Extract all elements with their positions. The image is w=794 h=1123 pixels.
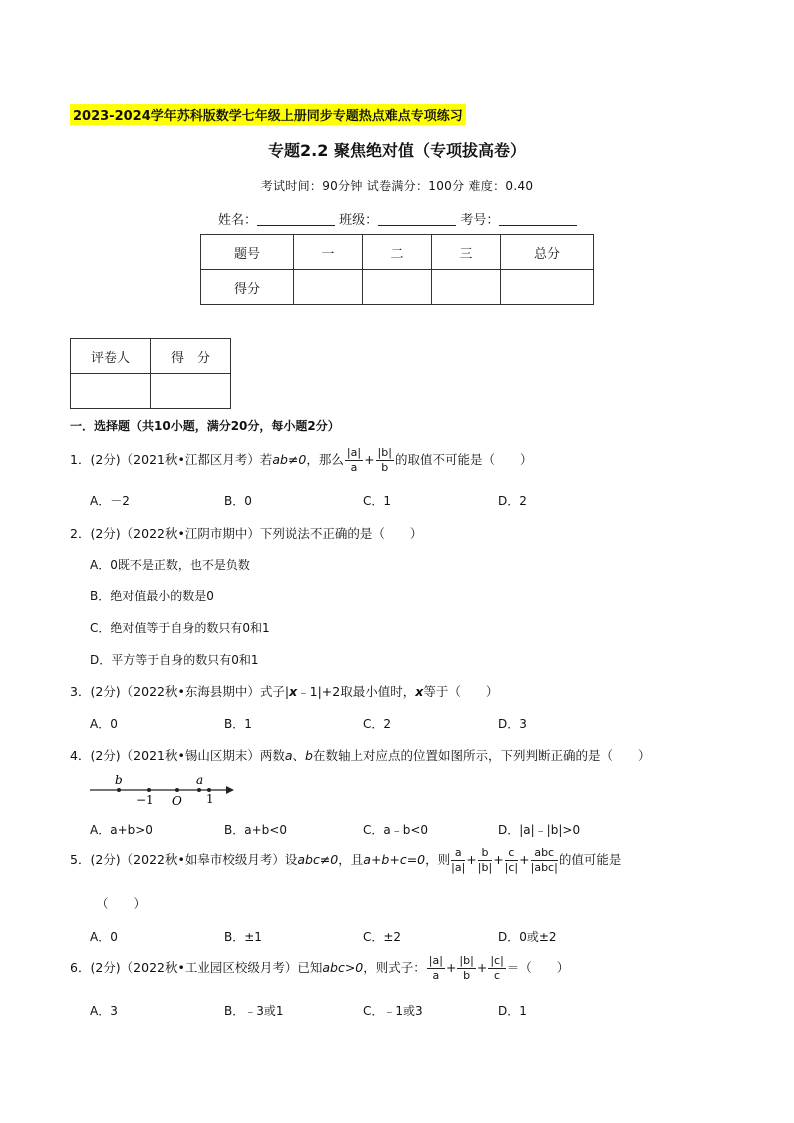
label-a: a: [196, 773, 204, 787]
q1-condition: ab≠0: [272, 452, 307, 467]
q5-cond1: abc≠0: [297, 852, 339, 867]
q3-mid: ﹣1|+2取最小值时，: [297, 684, 416, 699]
label-one: 1: [206, 792, 214, 806]
score-cell[interactable]: [501, 270, 594, 305]
grade-cell[interactable]: [151, 374, 231, 409]
q3-option-b[interactable]: B．1: [224, 717, 252, 731]
q6-prefix: 6．(2分)（2022秋•工业园区校级月考）已知: [70, 960, 323, 975]
q1-option-a[interactable]: A．－2: [90, 494, 130, 508]
label-b: b: [115, 773, 123, 787]
q4-option-b[interactable]: B．a+b<0: [224, 823, 287, 837]
class-blank[interactable]: [378, 213, 456, 226]
q3-var2: x: [415, 684, 424, 699]
question-4: [70, 746, 651, 764]
q1-option-c[interactable]: C．1: [363, 494, 392, 508]
q3-prefix: 3．(2分)（2022秋•东海县期中）式子|: [70, 684, 290, 699]
q4-b: b: [305, 748, 313, 763]
arrow-icon: [226, 786, 234, 794]
number-blank[interactable]: [499, 213, 577, 226]
score-cell[interactable]: [294, 270, 363, 305]
q1-option-b[interactable]: B．0: [224, 494, 252, 508]
exam-meta: 考试时间：90分钟 试卷满分：100分 难度：0.40: [260, 179, 534, 193]
series-banner: 2023-2024学年苏科版数学七年级上册同步专题热点难点专项练习: [70, 104, 466, 125]
label-minus1: −1: [136, 793, 154, 807]
q5-cond2: a+b+c=0: [363, 852, 426, 867]
q3-option-c[interactable]: C．2: [363, 717, 392, 731]
label-zero: O: [172, 794, 182, 808]
question-5: 5．(2分)（2022秋•如皋市校级月考）设abc≠0，且a+b+c=0，则 $\frac{a}{|a|}$ + $\frac{b}{|b|}$ + $\frac{c}{|c|}$ + $\frac{\text{abc}}{\text{|abc|}}$ 的值可能是: [70, 846, 622, 874]
q1-prefix: 1．(2分)（2021秋•江都区月考）若: [70, 452, 273, 467]
q5-mid: ，且: [338, 852, 364, 867]
q4-sep: 、: [292, 748, 306, 763]
grader-label: 评卷人: [71, 339, 151, 374]
q4-option-a[interactable]: A．a+b>0: [90, 823, 153, 837]
q4-suffix: 在数轴上对应点的位置如图所示，下列判断正确的是（ ）: [312, 748, 651, 763]
q5-option-d[interactable]: D．0或±2: [498, 930, 557, 944]
q1-mid: ，那么: [306, 452, 344, 467]
q1-plus: +: [364, 452, 375, 467]
q5-option-c[interactable]: C．±2: [363, 930, 402, 944]
q6-option-a[interactable]: A．3: [90, 1004, 118, 1018]
q6-option-d[interactable]: D．1: [498, 1004, 527, 1018]
grade-label: 得 分: [151, 339, 231, 374]
point-a: [197, 788, 201, 792]
student-fields: [218, 209, 577, 228]
point-minus1: [147, 788, 151, 792]
question-1: [70, 446, 532, 475]
number-line-diagram: [88, 770, 238, 808]
q1-fraction-a: $\frac{|a|}{a}$: [346, 446, 362, 474]
q3-option-d[interactable]: D．3: [498, 717, 527, 731]
q1-option-d[interactable]: D．2: [498, 494, 527, 508]
q4-a: a: [284, 748, 293, 763]
header-part3: 三: [432, 235, 501, 270]
q5-prefix: 5．(2分)（2022秋•如皋市校级月考）设: [70, 852, 298, 867]
name-label: 姓名：: [218, 213, 258, 228]
q3-suffix: 等于（ ）: [423, 684, 499, 699]
grader-table: [70, 338, 231, 409]
q5-fraction-c: $\frac{c}{|c|}$: [504, 846, 519, 874]
q2-option-a[interactable]: A．0既不是正数，也不是负数: [90, 558, 250, 572]
number-label: 考号：: [460, 213, 500, 228]
question-2: 2．(2分)（2022秋•江阴市期中）下列说法不正确的是（ ）: [70, 526, 423, 541]
score-table: [200, 234, 594, 305]
q5-option-b[interactable]: B．±1: [224, 930, 262, 944]
q2-option-b[interactable]: B．绝对值最小的数是0: [90, 589, 214, 603]
q1-suffix: 的取值不可能是（ ）: [394, 452, 533, 467]
q6-fraction-a: $\frac{|a|}{a}$: [428, 954, 443, 982]
question-3: [70, 682, 498, 700]
header-part1: 一: [294, 235, 363, 270]
page-title: 专题2.2 聚焦绝对值（专项拔高卷）: [268, 141, 526, 160]
q6-suffix: ＝（ ）: [506, 960, 570, 975]
q2-option-c[interactable]: C．绝对值等于自身的数只有0和1: [90, 621, 270, 635]
q6-option-b[interactable]: B．﹣3或1: [224, 1004, 284, 1018]
q1-fraction-b: $\frac{|b|}{b}$: [377, 446, 392, 474]
score-cell[interactable]: [363, 270, 432, 305]
q5-fraction-b: $\frac{b}{|b|}$: [477, 846, 493, 874]
q5-answer-paren: （ ）: [96, 896, 147, 911]
q3-option-a[interactable]: A．0: [90, 717, 118, 731]
score-header-row: [201, 235, 594, 270]
q6-mid: ，则式子：: [363, 960, 426, 975]
q5-suffix: 的值可能是: [558, 852, 622, 867]
class-label: 班级：: [339, 213, 379, 228]
q4-option-c[interactable]: C．a﹣b<0: [363, 823, 429, 837]
q5-fraction-abc: $\frac{\text{abc}}{\text{|abc|}}$: [530, 846, 558, 874]
point-zero: [175, 788, 179, 792]
q6-fraction-c: $\frac{|c|}{c}$: [490, 954, 504, 982]
q6-fraction-b: $\frac{|b|}{b}$: [459, 954, 474, 982]
q6-option-c[interactable]: C．﹣1或3: [363, 1004, 423, 1018]
q5-fraction-a: $\frac{a}{|a|}$: [451, 846, 466, 874]
score-cell[interactable]: [432, 270, 501, 305]
section-heading: 一．选择题（共10小题，满分20分，每小题2分）: [70, 419, 340, 433]
q4-prefix: 4．(2分)（2021秋•锡山区期末）两数: [70, 748, 285, 763]
q5-mid2: ，则: [425, 852, 451, 867]
question-6: 6．(2分)（2022秋•工业园区校级月考）已知abc>0，则式子： $\frac{|a|}{a}$ + $\frac{|b|}{b}$ + $\frac{|c|}{c}$ ＝（ ）: [70, 954, 570, 982]
header-part2: 二: [363, 235, 432, 270]
q5-option-a[interactable]: A．0: [90, 930, 118, 944]
score-row-label: 得分: [201, 270, 294, 305]
q6-condition: abc>0: [322, 960, 364, 975]
q2-option-d[interactable]: D．平方等于自身的数只有0和1: [90, 653, 259, 667]
q3-var: x: [289, 684, 298, 699]
header-question: 题号: [201, 235, 294, 270]
grader-cell[interactable]: [71, 374, 151, 409]
name-blank[interactable]: [257, 213, 335, 226]
point-b: [117, 788, 121, 792]
q4-option-d[interactable]: D．|a|﹣|b|>0: [498, 823, 581, 837]
header-total: 总分: [501, 235, 594, 270]
score-row: [201, 270, 594, 305]
